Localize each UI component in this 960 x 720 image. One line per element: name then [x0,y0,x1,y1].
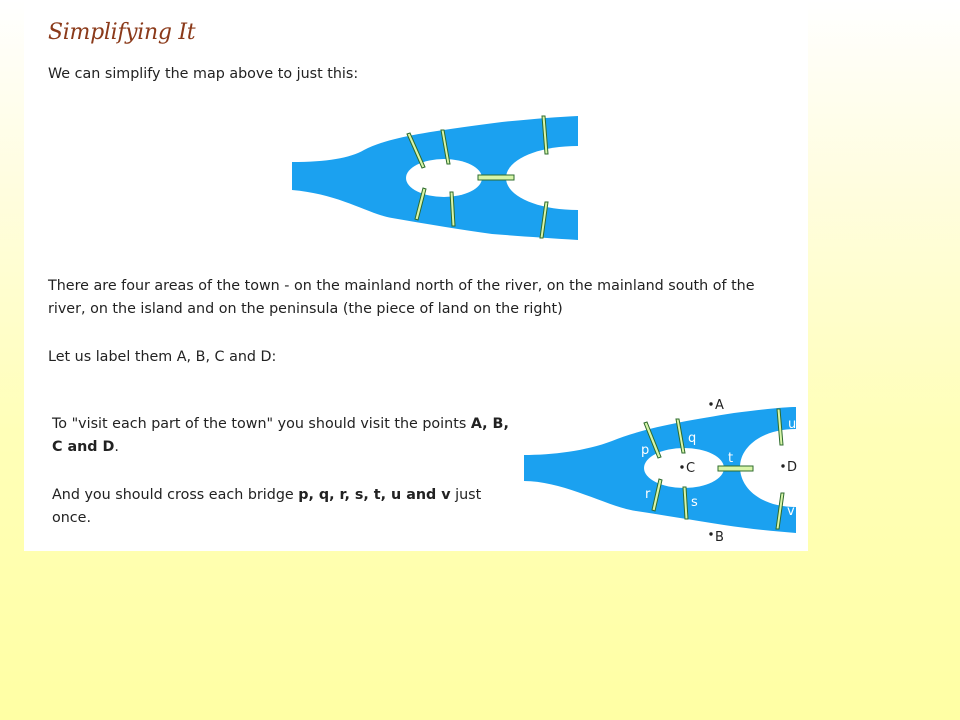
intro-text: We can simplify the map above to just this: [48,66,359,82]
label-a: A [715,398,724,413]
label-r: r [645,487,651,502]
visit-suffix: . [114,439,119,455]
visit-prefix: To "visit each part of the town" you should visit the points [52,416,471,432]
labeled-river-map [524,393,808,551]
label-p: p [641,443,650,458]
label-q: q [688,431,697,446]
cross-bridges: p, q, r, s, t, u and v [298,487,451,503]
cross-instruction [52,484,514,530]
point-b-dot [709,532,712,535]
label-b: B [715,530,724,545]
label-v: v [787,504,795,519]
areas-text: There are four areas of the town - on the mainland north of the river, on the mainland south of the river, on the island and on the peninsula (the piece of land on the right) [48,278,755,317]
point-a-dot [709,402,712,405]
cross-prefix: And you should cross each bridge [52,487,299,503]
visit-points: A, B, C and D [52,416,509,455]
cross-suffix: just once. [52,487,482,526]
island-land [406,159,482,197]
bridge-t [478,175,514,180]
label-u: u [788,417,797,432]
simplified-river-map [292,110,582,242]
label-t: t [728,451,734,466]
bridge-t [718,466,753,471]
content-card [24,0,808,551]
point-d-dot [781,464,784,467]
label-c: C [686,461,696,476]
label-d: D [787,460,798,475]
label-intro-text: Let us label them A, B, C and D: [48,349,277,365]
label-s: s [691,495,698,510]
point-c-dot [680,465,683,468]
page-title: Simplifying It [48,20,196,45]
visit-instruction [52,413,514,459]
